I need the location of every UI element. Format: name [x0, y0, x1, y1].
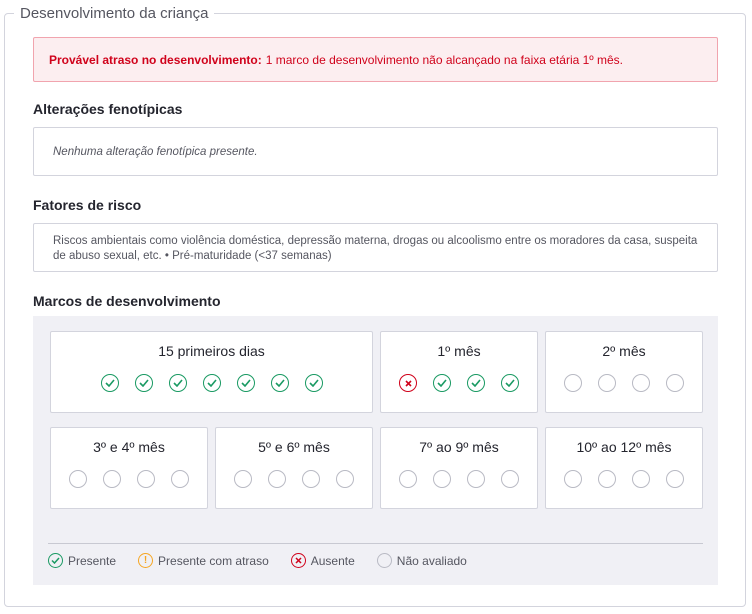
check-circle-icon: [203, 374, 221, 392]
milestone-card-2-mes: [545, 331, 703, 413]
empty-circle-icon: [103, 470, 121, 488]
empty-circle-icon: [268, 470, 286, 488]
milestone-card-title: 2º mês: [602, 343, 646, 359]
status-legend: [48, 553, 489, 568]
empty-circle-icon: [632, 470, 650, 488]
empty-circle-icon: [564, 470, 582, 488]
fatores-text: Riscos ambientais como violência doméstica, depressão materna, drogas ou alcoolismo entre os moradores da casa, suspeita de abuso sexual, etc. • Pré-maturidade (<37 semanas): [53, 235, 698, 262]
milestone-icons: [216, 470, 372, 488]
legend-nao-avaliado-label: Não avaliado: [396, 553, 467, 568]
milestone-icons: [381, 374, 537, 392]
milestone-icons: [546, 374, 702, 392]
empty-circle-icon: [564, 374, 582, 392]
empty-circle-icon: [399, 470, 417, 488]
empty-circle-icon: [467, 470, 485, 488]
milestone-card-title: 1º mês: [437, 343, 481, 359]
check-circle-icon: [433, 374, 451, 392]
milestone-card-title: 15 primeiros dias: [158, 343, 265, 359]
fatores-box: [33, 223, 718, 272]
empty-circle-icon: [377, 553, 392, 568]
milestone-card-title: 5º e 6º mês: [258, 439, 330, 455]
check-circle-icon: [169, 374, 187, 392]
milestone-card-1-mes: [380, 331, 538, 413]
legend-presente: [48, 553, 116, 568]
legend-ausente: [291, 553, 355, 568]
milestone-card-3-4-mes: [50, 427, 208, 509]
empty-circle-icon: [69, 470, 87, 488]
milestone-icons: [546, 470, 702, 488]
check-circle-icon: [135, 374, 153, 392]
panel-title: Desenvolvimento da criança: [14, 5, 214, 22]
fatores-title: Fatores de risco: [33, 197, 142, 213]
empty-circle-icon: [171, 470, 189, 488]
milestone-card-7-9-mes: [380, 427, 538, 509]
check-circle-icon: [237, 374, 255, 392]
empty-circle-icon: [302, 470, 320, 488]
alert-message: 1 marco de desenvolvimento não alcançado na faixa etária 1º mês.: [265, 52, 624, 67]
empty-circle-icon: [598, 374, 616, 392]
milestone-card-title: 3º e 4º mês: [93, 439, 165, 455]
legend-nao-avaliado: [377, 553, 467, 568]
milestone-card-15-dias: [50, 331, 373, 413]
empty-circle-icon: [501, 470, 519, 488]
empty-circle-icon: [234, 470, 252, 488]
empty-circle-icon: [666, 470, 684, 488]
marcos-area: [33, 316, 718, 585]
empty-circle-icon: [336, 470, 354, 488]
x-circle-icon: [291, 553, 306, 568]
alteracoes-title: Alterações fenotípicas: [33, 101, 183, 117]
check-circle-icon: [271, 374, 289, 392]
milestone-icons: [51, 470, 207, 488]
legend-divider: [48, 543, 703, 544]
exclamation-circle-icon: !: [138, 553, 153, 568]
x-circle-icon: [399, 374, 417, 392]
check-circle-icon: [305, 374, 323, 392]
empty-circle-icon: [433, 470, 451, 488]
empty-circle-icon: [666, 374, 684, 392]
empty-circle-icon: [137, 470, 155, 488]
milestone-icons: [381, 470, 537, 488]
marcos-title: Marcos de desenvolvimento: [33, 293, 221, 309]
milestone-card-title: 10º ao 12º mês: [576, 439, 672, 455]
delay-alert: [33, 37, 718, 82]
check-circle-icon: [101, 374, 119, 392]
check-circle-icon: [501, 374, 519, 392]
check-circle-icon: [467, 374, 485, 392]
milestone-icons: [51, 374, 372, 392]
milestone-card-title: 7º ao 9º mês: [419, 439, 499, 455]
legend-atraso: [138, 553, 269, 568]
alteracoes-box: [33, 127, 718, 176]
alert-strong: Provável atraso no desenvolvimento:: [49, 52, 262, 67]
legend-presente-label: Presente: [68, 553, 117, 568]
milestone-card-5-6-mes: [215, 427, 373, 509]
legend-ausente-label: Ausente: [310, 553, 355, 568]
empty-circle-icon: [632, 374, 650, 392]
legend-atraso-label: Presente com atraso: [158, 553, 269, 568]
empty-circle-icon: [598, 470, 616, 488]
check-circle-icon: [48, 553, 63, 568]
milestone-card-10-12-mes: [545, 427, 703, 509]
alteracoes-text: Nenhuma alteração fenotípica presente.: [53, 145, 258, 158]
